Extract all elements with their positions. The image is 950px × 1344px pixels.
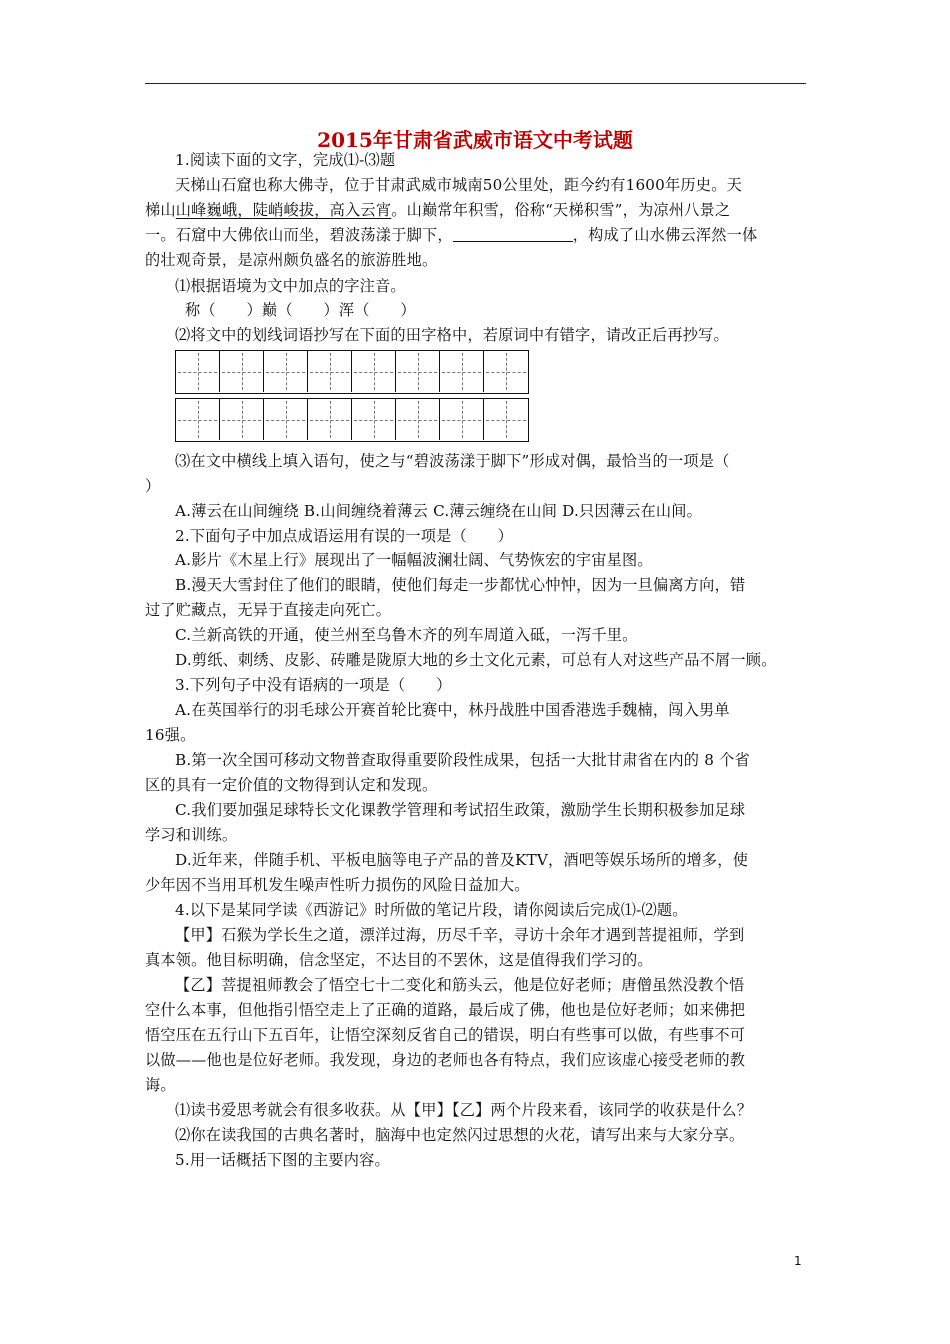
q1-sub3-options: A.薄云在山间缠绕 B.山间缠绕着薄云 C.薄云缠绕在山间 D.只因薄云在山间。: [175, 502, 703, 520]
q4-yi-2: 空什么本事，但他指引悟空走上了正确的道路，最后成了佛，他也是位好老师；如来佛把: [145, 1001, 746, 1019]
grid-cell: [220, 399, 264, 440]
q4-sub1: ⑴读书爱思考就会有很多收获。从【甲】【乙】两个片段来看，该同学的收获是什么？: [175, 1101, 753, 1119]
passage-text: 。山巅常年积雪，俗称“天梯积雪”，为凉州八景之: [391, 201, 731, 219]
page-title: 2015年甘肃省武威市语文中考试题: [317, 128, 633, 152]
q1-passage-line-1: 天梯山石窟也称大佛寺，位于甘肃武威市城南50公里处，距今约有1600年历史。天: [175, 176, 742, 194]
fill-blank: [453, 227, 573, 242]
q4-yi-4: 以做——他也是位好老师。我发现，身边的老师也各有特点，我们应该虚心接受老师的教: [145, 1051, 746, 1069]
q2-stem: 2.下面句子中加点成语运用有误的一项是（ ）: [175, 527, 514, 545]
header-rule: [145, 83, 806, 84]
q3-option-d: D.近年来，伴随手机、平板电脑等电子产品的普及KTV，酒吧等娱乐场所的增多，使: [175, 851, 749, 869]
q1-intro: 1.阅读下面的文字，完成⑴-⑶题: [175, 151, 396, 169]
grid-cell: [440, 351, 484, 392]
q4-stem: 4.以下是某同学读《西游记》时所做的笔记片段，请你阅读后完成⑴-⑵题。: [175, 901, 688, 919]
grid-cell: [264, 399, 308, 440]
q3-stem: 3.下列句子中没有语病的一项是（ ）: [175, 676, 452, 694]
q1-sub2: ⑵将文中的划线词语抄写在下面的田字格中，若原词中有错字，请改正后再抄写。: [175, 326, 729, 344]
passage-text: ，构成了山水佛云浑然一体: [572, 226, 758, 244]
q1-sub3-end: ）: [145, 477, 161, 495]
q4-jia-1: 【甲】石猴为学长生之道，漂洋过海，历尽千辛，寻访十余年才遇到菩提祖师，学到: [175, 926, 745, 944]
grid-cell: [352, 351, 396, 392]
grid-cell: [352, 399, 396, 440]
passage-text: 一。石窟中大佛依山而坐，碧波荡漾于脚下，: [145, 226, 453, 244]
tianzige-grid-row-2: [175, 398, 529, 442]
q4-yi-3: 悟空压在五行山下五百年，让悟空深刻反省自己的错误，明白有些事可以做，有些事不可: [145, 1026, 746, 1044]
q1-passage-line-3: [145, 223, 807, 247]
q1-passage-line-4: 的壮观奇景，是凉州颇负盛名的旅游胜地。: [145, 251, 438, 269]
q4-sub2: ⑵你在读我国的古典名著时，脑海中也定然闪过思想的火花，请写出来与大家分享。: [175, 1126, 745, 1144]
q3-option-b-cont: 区的具有一定价值的文物得到认定和发现。: [145, 776, 438, 794]
underlined-phrase: 山峰巍峨，陡峭峻拔，高入云宵: [175, 201, 392, 219]
passage-text: 梯山: [145, 201, 176, 219]
q1-sub1-items: 称（ ）巅（ ）浑（ ）: [185, 301, 416, 319]
q2-option-b: B.漫天大雪封住了他们的眼睛，使他们每走一步都忧心忡忡，因为一旦偏离方向，错: [175, 576, 746, 594]
q3-option-a: A.在英国举行的羽毛球公开赛首轮比赛中，林丹战胜中国香港选手魏楠，闯入男单: [175, 701, 730, 719]
grid-cell: [176, 399, 220, 440]
grid-cell: [220, 351, 264, 392]
tianzige-grid-row-1: [175, 350, 529, 394]
q3-option-a-cont: 16强。: [145, 726, 196, 744]
page-number: 1: [794, 1254, 802, 1268]
q4-yi-5: 诲。: [145, 1076, 176, 1094]
q2-option-d: D.剪纸、刺绣、皮影、砖雕是陇原大地的乡土文化元素，可总有人对这些产品不屑一顾。: [175, 651, 777, 669]
q4-jia-2: 真本领。他目标明确，信念坚定，不达目的不罢休，这是值得我们学习的。: [145, 951, 653, 969]
q2-option-c: C.兰新高铁的开通，使兰州至乌鲁木齐的列车周道入砥，一泻千里。: [175, 626, 638, 644]
q1-sub3: ⑶在文中横线上填入语句，使之与“碧波荡漾于脚下”形成对偶，最恰当的一项是（: [175, 452, 730, 470]
q3-option-b: B.第一次全国可移动文物普查取得重要阶段性成果，包括一大批甘肃省在内的 8 个省: [175, 751, 750, 769]
grid-cell: [484, 399, 528, 440]
grid-cell: [396, 351, 440, 392]
q1-passage-line-2: [145, 198, 807, 222]
q3-option-d-cont: 少年因不当用耳机发生噪声性听力损伤的风险日益加大。: [145, 876, 530, 894]
q3-option-c: C.我们要加强足球特长文化课教学管理和考试招生政策，激励学生长期积极参加足球: [175, 801, 746, 819]
q5-stem: 5.用一话概括下图的主要内容。: [175, 1151, 390, 1169]
grid-cell: [396, 399, 440, 440]
grid-cell: [440, 399, 484, 440]
q2-option-a: A.影片《木星上行》展现出了一幅幅波澜壮阔、气势恢宏的宇宙星图。: [175, 551, 653, 569]
grid-cell: [264, 351, 308, 392]
q1-sub1: ⑴根据语境为文中加点的字注音。: [175, 277, 406, 295]
q3-option-c-cont: 学习和训练。: [145, 826, 238, 844]
grid-cell: [308, 351, 352, 392]
grid-cell: [308, 399, 352, 440]
grid-cell: [484, 351, 528, 392]
q2-option-b-cont: 过了贮藏点，无异于直接走向死亡。: [145, 601, 392, 619]
grid-cell: [176, 351, 220, 392]
q4-yi-1: 【乙】菩提祖师教会了悟空七十二变化和筋头云，他是位好老师；唐僧虽然没教个悟: [175, 976, 745, 994]
